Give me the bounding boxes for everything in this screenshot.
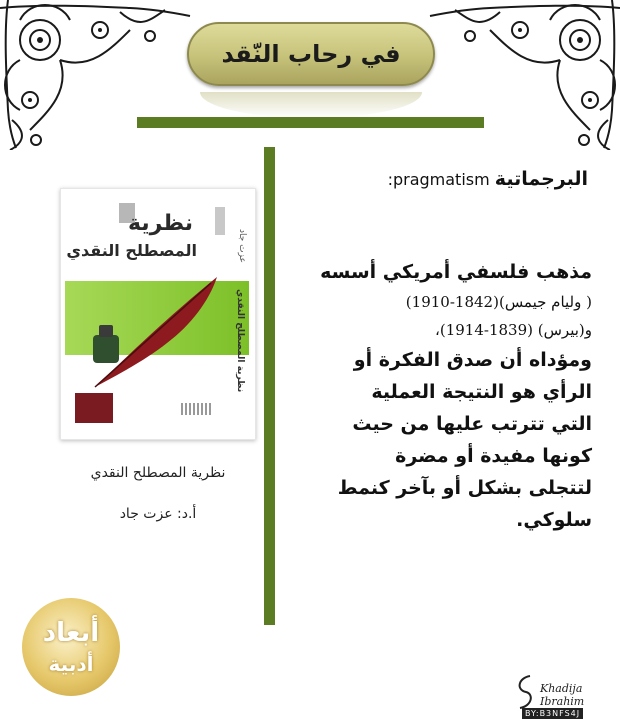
definition-line: و(بيرس) (1839-1914)،: [434, 321, 592, 339]
term-colon: :: [387, 170, 393, 189]
vertical-divider-bar: [264, 147, 275, 625]
term-english: pragmatism: [392, 170, 490, 189]
definition-line: سلوكي.: [516, 509, 592, 531]
definition-line: مذهب فلسفي أمريكي أسسه: [320, 261, 592, 283]
book-caption: نظرية المصطلح النقدي: [90, 465, 226, 481]
cover-spine-title: نظرية المصطلح النقدي: [235, 289, 245, 393]
signature-brand: BY:B3NFS4J: [522, 708, 583, 719]
cover-author: عزت جاد: [237, 229, 247, 263]
cover-barcode: [181, 403, 211, 415]
term-arabic: البرجماتية: [494, 168, 588, 190]
book-cover-image: [60, 188, 256, 440]
designer-signature: [508, 672, 612, 724]
badge-text-line1: أبعاد: [42, 618, 100, 648]
header-reflection: [200, 92, 422, 118]
badge-text-line2: أدبية: [48, 652, 94, 676]
definition-line: التي تترتب عليها من حيث: [352, 413, 592, 435]
definition-line: الرأي هو النتيجة العملية: [371, 381, 592, 403]
page-title: في رحاب النّقد: [221, 40, 401, 68]
definition-line: ومؤداه أن صدق الفكرة أو: [353, 349, 592, 371]
book-author: أ.د: عزت جاد: [119, 506, 197, 522]
inkwell-icon: [89, 321, 123, 365]
header-divider-bar: [137, 117, 484, 128]
term-definition: [296, 256, 592, 536]
site-logo-badge: [22, 598, 120, 696]
cover-title-line1: نظرية: [128, 211, 193, 236]
signature-flourish-icon: [510, 672, 540, 712]
term-heading: [300, 168, 588, 190]
definition-line: ( وليام جيمس)(1842-1910): [405, 293, 592, 311]
cover-title-line2: المصطلح النقدي: [66, 241, 197, 260]
header-title-pill: [187, 22, 435, 86]
signature-name: Khadija Ibrahim: [540, 682, 585, 708]
publisher-logo: [75, 393, 113, 423]
definition-line: لتتجلى بشكل أو بآخر كنمط: [337, 477, 592, 499]
cover-decor-block: [215, 207, 225, 235]
definition-line: كونها مفيدة أو مضرة: [395, 445, 592, 467]
